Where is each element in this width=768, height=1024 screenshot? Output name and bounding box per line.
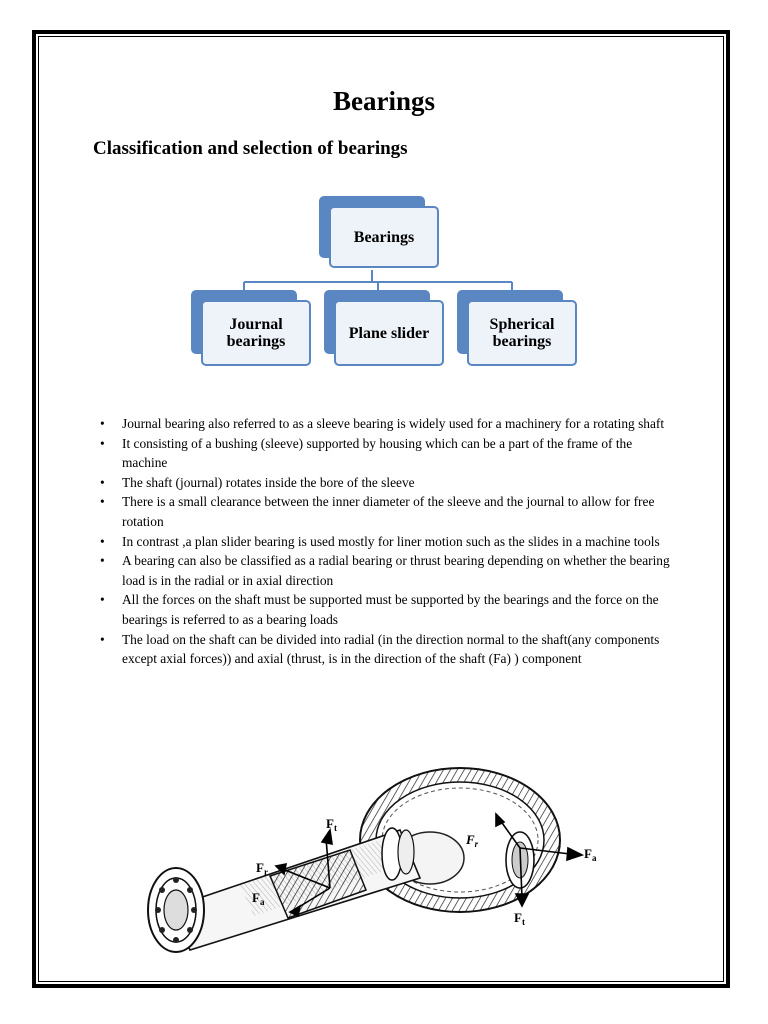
- bullet-item: • It consisting of a bushing (sleeve) supported by housing which can be a part of the frame of the machine: [100, 434, 680, 473]
- shaft-gear-illustration: [130, 760, 620, 960]
- chart-node-plane-slider-label: Plane slider: [348, 324, 430, 342]
- chart-node-journal-line1: Journal: [229, 316, 283, 333]
- chart-node-journal-line2: bearings: [226, 333, 286, 350]
- bullet-item: • Journal bearing also referred to as a sleeve bearing is widely used for a machinery for a rotating shaft: [100, 414, 680, 434]
- chart-node-spherical-line2: bearings: [492, 333, 552, 350]
- chart-node-root-label: Bearings: [353, 228, 415, 246]
- label-ft-left: $F_t$: [326, 816, 337, 833]
- shaft: [170, 828, 420, 950]
- ball-bearing: [148, 868, 204, 952]
- page-title: Bearings: [332, 86, 435, 116]
- label-fa-left: $F_a$: [252, 890, 265, 907]
- label-ft-right: $F_t$: [514, 910, 525, 927]
- chart-node-root: [319, 196, 441, 272]
- bullet-list: [100, 414, 680, 669]
- section-subtitle: Classification and selection of bearings: [93, 138, 408, 159]
- bullet-item: • The shaft (journal) rotates inside the bore of the sleeve: [100, 473, 680, 493]
- chart-node-journal: [191, 290, 313, 368]
- bullet-item: • A bearing can also be classified as a radial bearing or thrust bearing depending on whether the bearing load is in the radial or in axial direction: [100, 551, 680, 590]
- bullet-item: • All the forces on the shaft must be supported must be supported by the bearings and the force on the bearings is referred to as a bearing loads: [100, 590, 680, 629]
- bullet-item: • There is a small clearance between the inner diameter of the sleeve and the journal to allow for free rotation: [100, 492, 680, 531]
- chart-node-spherical: [457, 290, 579, 368]
- chart-node-spherical-line1: Spherical: [489, 316, 555, 333]
- chart-node-plane-slider: [324, 290, 446, 368]
- label-fa-right: $F_a$: [584, 846, 597, 863]
- bullet-item: • In contrast ,a plan slider bearing is used mostly for liner motion such as the slides in a machine tools: [100, 532, 680, 552]
- label-fr-left: $F_r$: [256, 860, 268, 877]
- label-fr-right: $F_r$: [466, 832, 479, 849]
- bullet-item: • The load on the shaft can be divided into radial (in the direction normal to the shaft(any components except axial forces)) and axial (thrust, is in the direction of the shaft (Fa) ) component: [100, 630, 680, 669]
